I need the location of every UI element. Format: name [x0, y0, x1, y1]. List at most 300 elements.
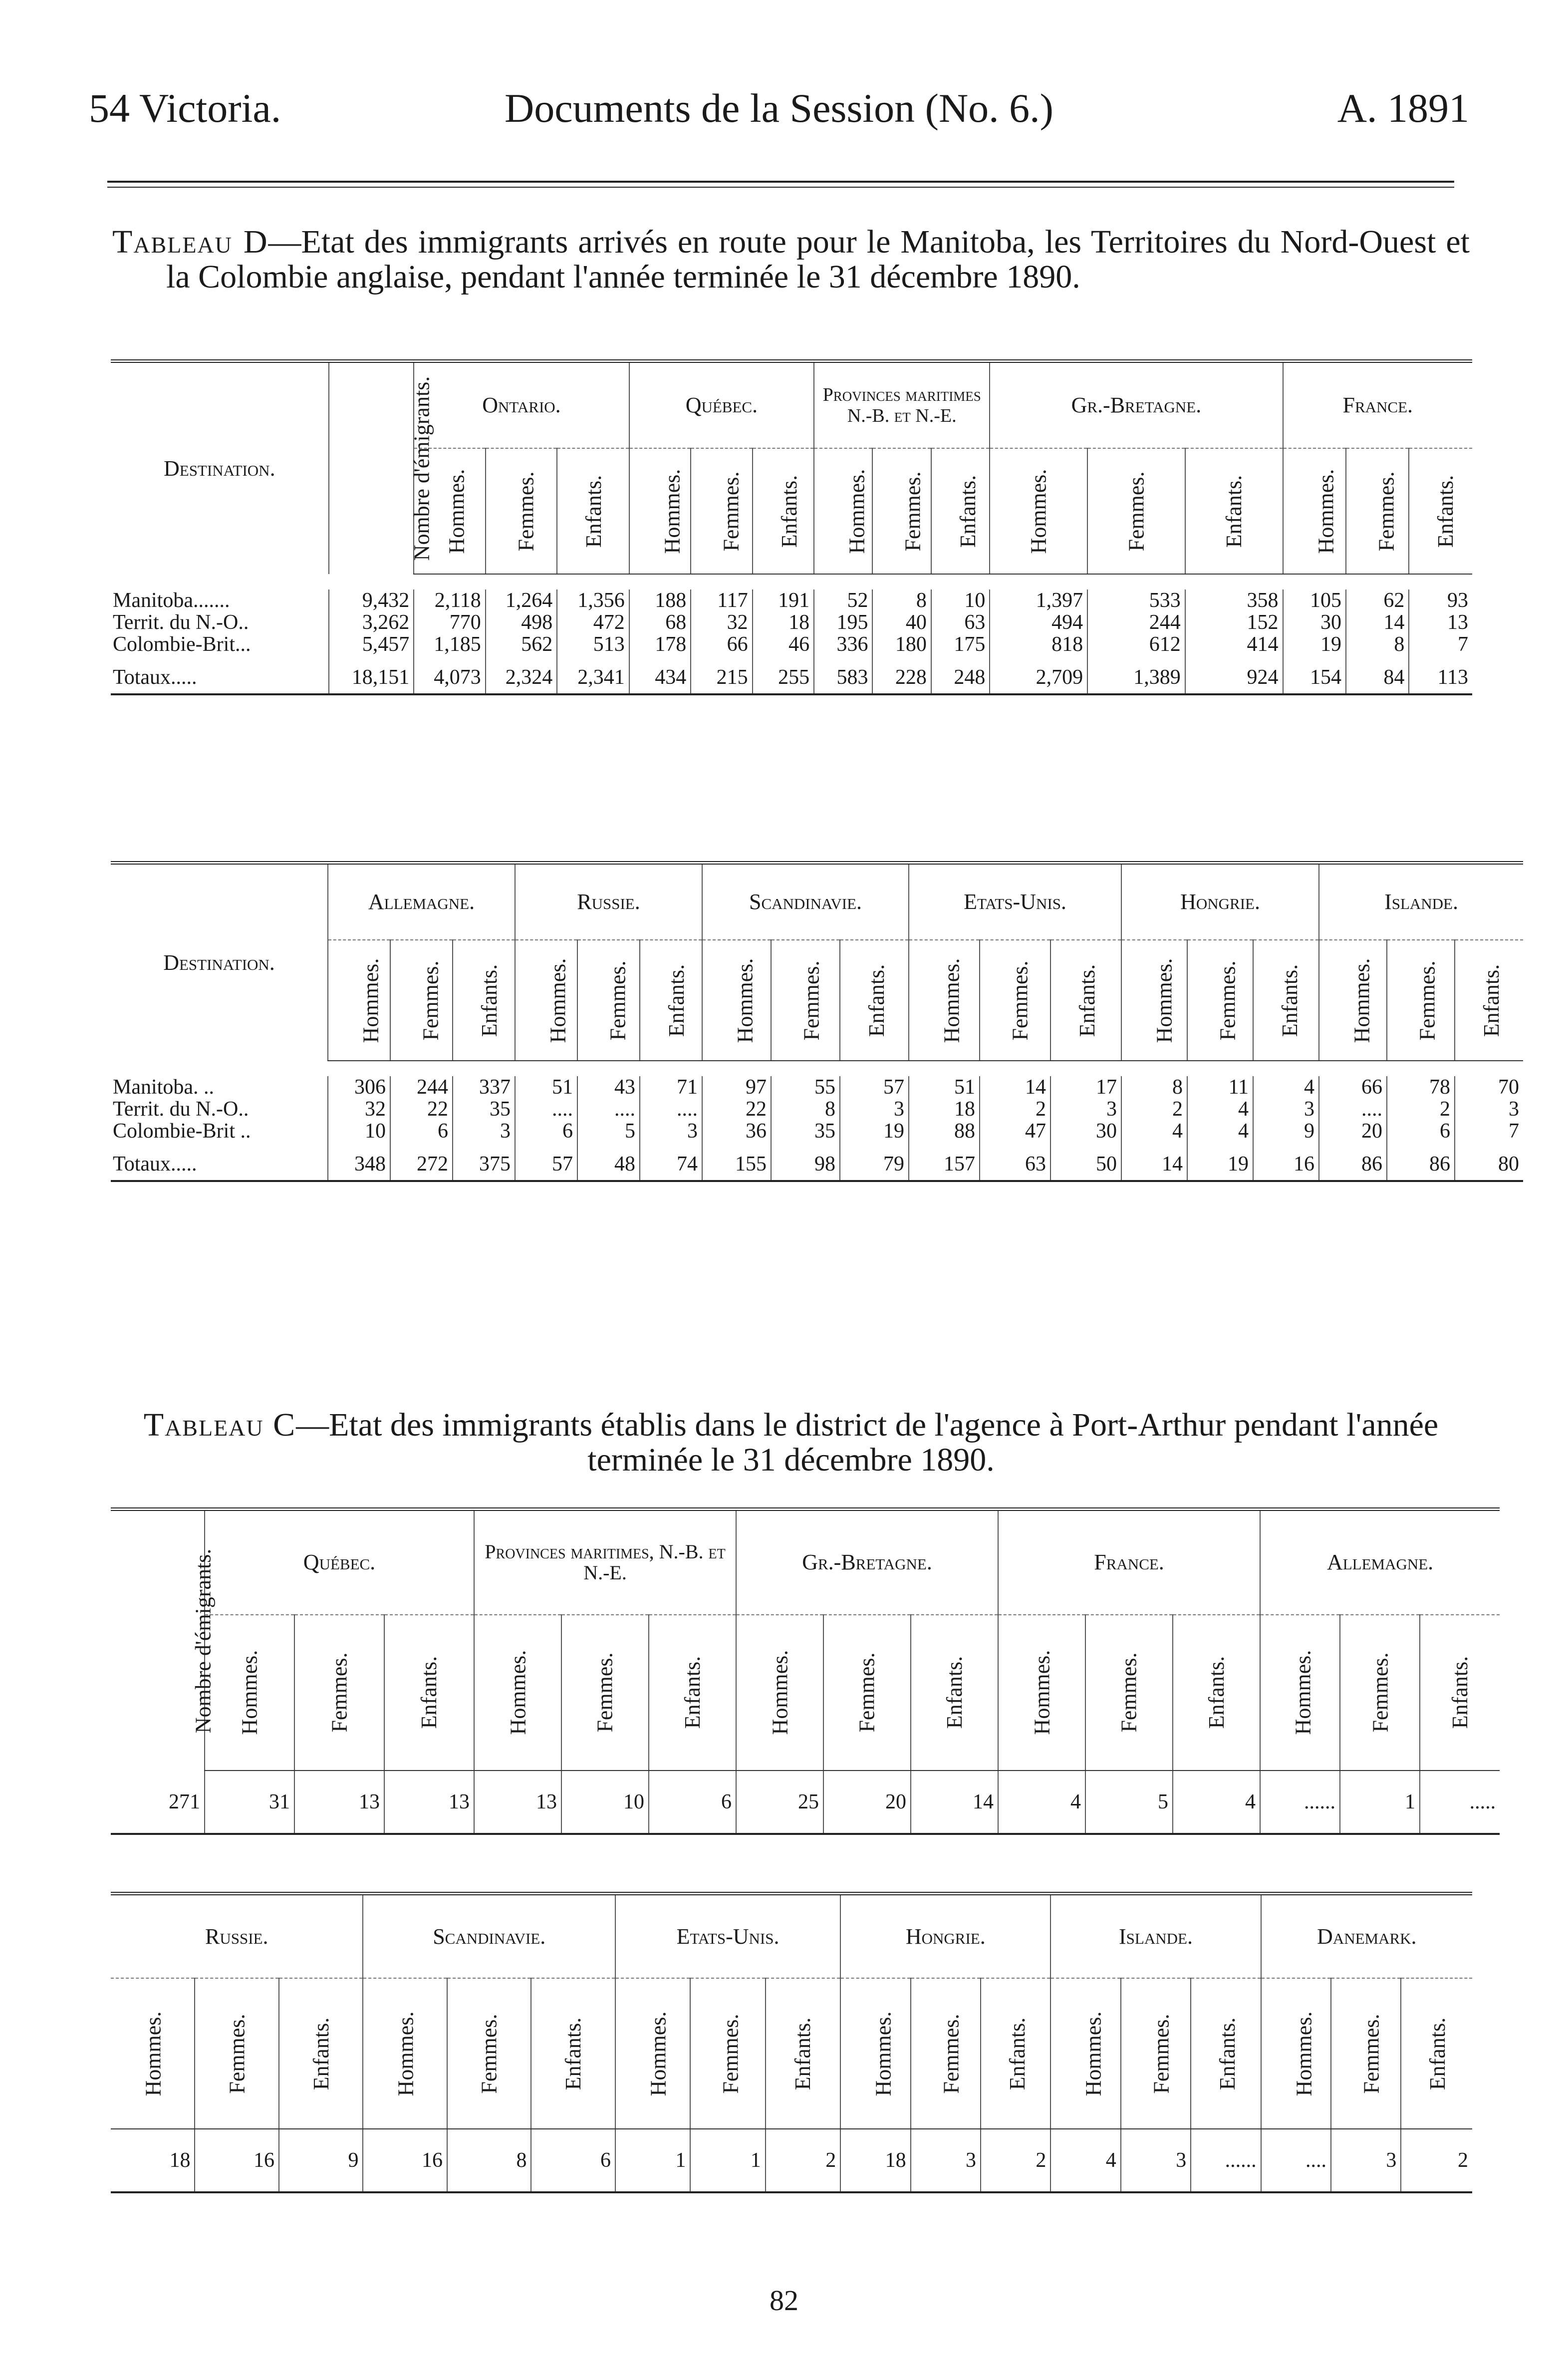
table-cell: 31: [205, 1771, 294, 1834]
table-cell: 16: [1253, 1142, 1319, 1181]
table-cell: 9: [1253, 1120, 1319, 1142]
table-row: [111, 2129, 1472, 2192]
table-cell: 68: [629, 611, 691, 633]
total-row: [111, 1142, 1523, 1181]
subheader-enfants: [1050, 940, 1121, 1061]
subheader-label: Enfants.: [1278, 964, 1303, 1037]
subheader-label: Femmes.: [327, 1652, 352, 1733]
table-cell: ......: [1260, 1771, 1340, 1834]
subheader-hommes: [814, 448, 872, 574]
subheader-femmes: [390, 940, 453, 1061]
table-cell: 5: [577, 1120, 640, 1142]
table-cell: 5,457: [329, 633, 414, 655]
subheader-enfants: [1455, 940, 1523, 1061]
table-row: [111, 1076, 1523, 1098]
table-cell: 191: [753, 590, 814, 611]
row-destination: Colombie-Brit...: [113, 633, 251, 656]
table-row: [111, 1098, 1523, 1120]
table-cell: 93: [1409, 590, 1472, 611]
table-cell: 1: [690, 2129, 765, 2192]
subheader-hommes: [328, 940, 390, 1061]
table-cell: 4,073: [414, 655, 486, 694]
table-cell: ....: [577, 1098, 640, 1120]
subheader-femmes: [690, 1978, 765, 2129]
subheader-enfants: [1409, 448, 1472, 574]
table-cell: 35: [453, 1098, 515, 1120]
table-cell: 271: [111, 1771, 205, 1834]
subheader-hommes: [1050, 1978, 1120, 2129]
table-cell: 13: [1409, 611, 1472, 633]
subheader-femmes: [771, 940, 840, 1061]
subheader-label: Hommes.: [1026, 469, 1051, 554]
subheader-label: Enfants.: [561, 2017, 586, 2090]
tableau-d-table-1: [111, 359, 1472, 695]
subheader-label: Enfants.: [864, 964, 889, 1037]
table-cell: 13: [474, 1771, 561, 1834]
subheader-label: Hommes.: [768, 1650, 792, 1735]
table-cell: 306: [328, 1076, 390, 1098]
group-c-provinces-maritimes: Provinces maritimes, N.-B. et N.-E.: [474, 1509, 736, 1615]
table-cell: 434: [629, 655, 691, 694]
table-cell: 4: [1173, 1771, 1260, 1834]
subheader-enfants: [279, 1978, 363, 2129]
subheader-label: Femmes.: [718, 2013, 743, 2094]
destination-header: Destination.: [111, 361, 329, 575]
tableau-d-label: Tableau D: [112, 224, 268, 260]
subheader-enfants: [531, 1978, 615, 2129]
subheader-enfants: [981, 1978, 1050, 2129]
group-france: France.: [1283, 361, 1473, 449]
subheader-femmes: [1187, 940, 1253, 1061]
table-cell: 4: [1187, 1098, 1253, 1120]
table-cell: 52: [814, 590, 872, 611]
subheader-label: Hommes.: [1292, 2011, 1316, 2096]
table-cell: 2: [981, 2129, 1050, 2192]
subheader-label: Femmes.: [1008, 960, 1033, 1041]
group-c-france: France.: [998, 1509, 1260, 1615]
table-cell: 498: [486, 611, 557, 633]
subheader-hommes: [998, 1615, 1085, 1771]
table-cell: 50: [1050, 1142, 1121, 1181]
subheader-label: Enfants.: [1222, 475, 1247, 548]
subheader-label: Enfants.: [1075, 964, 1100, 1037]
subheader-femmes: [486, 448, 557, 574]
table-cell: 155: [702, 1142, 771, 1181]
table-cell: 51: [515, 1076, 577, 1098]
group-c-islande: Islande.: [1050, 1894, 1261, 1979]
subheader-hommes: [1121, 940, 1187, 1061]
table-cell: 86: [1319, 1142, 1387, 1181]
table-cell: 48: [577, 1142, 640, 1181]
subheader-enfants: [931, 448, 990, 574]
subheader-enfants: [911, 1615, 998, 1771]
table-cell: 66: [1319, 1076, 1387, 1098]
subheader-enfants: [840, 940, 909, 1061]
table-cell: 47: [980, 1120, 1050, 1142]
subheader-hommes: [1319, 940, 1387, 1061]
group-islande: Islande.: [1319, 863, 1523, 940]
subheader-enfants: [1420, 1615, 1500, 1771]
table-cell: 1: [1340, 1771, 1420, 1834]
table-cell: 228: [872, 655, 931, 694]
page-number: 82: [770, 2284, 798, 2317]
group-c-danemark: Danemark.: [1261, 1894, 1472, 1979]
table-cell: 113: [1409, 655, 1472, 694]
table-cell: 14: [1121, 1142, 1187, 1181]
table-cell: 3: [453, 1120, 515, 1142]
table-cell: 2: [1387, 1098, 1455, 1120]
table-cell: 74: [640, 1142, 702, 1181]
subheader-hommes: [363, 1978, 447, 2129]
subheader-femmes: [294, 1615, 384, 1771]
tableau-c-table-1: [111, 1507, 1500, 1835]
subheader-hommes: [515, 940, 577, 1061]
table-cell: 22: [390, 1098, 453, 1120]
table-cell: 10: [561, 1771, 649, 1834]
table-cell: 5: [1085, 1771, 1173, 1834]
subheader-label: Femmes.: [1359, 2013, 1384, 2094]
subheader-femmes: [1387, 940, 1455, 1061]
subheader-label: Femmes.: [592, 1652, 617, 1733]
subheader-label: Femmes.: [901, 471, 926, 552]
subheader-femmes: [1121, 1978, 1191, 2129]
subheader-hommes: [474, 1615, 561, 1771]
subheader-label: Hommes.: [141, 2011, 166, 2096]
table-cell: ....: [1261, 2129, 1331, 2192]
table-cell: 583: [814, 655, 872, 694]
subheader-label: Enfants.: [956, 475, 981, 548]
subheader-label: Enfants.: [1215, 2017, 1240, 2090]
table-cell: 513: [557, 633, 629, 655]
table-cell: 79: [840, 1142, 909, 1181]
header-year: A. 1891: [1337, 85, 1469, 131]
table-cell: ....: [515, 1098, 577, 1120]
table-cell: 8: [1346, 633, 1409, 655]
header-session: 54 Victoria.: [89, 85, 281, 131]
subheader-label: Enfants.: [581, 475, 606, 548]
table-row: [111, 1771, 1500, 1834]
table-cell: 157: [909, 1142, 980, 1181]
table-cell: ......: [1191, 2129, 1261, 2192]
table-cell: 18,151: [329, 655, 414, 694]
subheader-label: Hommes.: [444, 469, 469, 554]
table-cell: 10: [931, 590, 990, 611]
subheader-label: Femmes.: [1215, 960, 1240, 1041]
table-cell: 1,389: [1087, 655, 1185, 694]
table-cell: 562: [486, 633, 557, 655]
table-cell: 472: [557, 611, 629, 633]
tableau-d-caption: [112, 225, 1470, 295]
table-cell: 4: [1121, 1120, 1187, 1142]
table-cell: 57: [515, 1142, 577, 1181]
group-c-etats-unis: Etats-Unis.: [615, 1894, 840, 1979]
table-cell: .....: [1420, 1771, 1500, 1834]
group-c-scandinavie: Scandinavie.: [363, 1894, 615, 1979]
subheader-hommes: [1260, 1615, 1340, 1771]
table-cell: 71: [640, 1076, 702, 1098]
subheader-label: Femmes.: [719, 471, 744, 552]
subheader-label: Enfants.: [664, 964, 689, 1037]
subheader-enfants: [640, 940, 702, 1061]
table-cell: 188: [629, 590, 691, 611]
subheader-label: Hommes.: [1030, 1650, 1054, 1735]
subheader-label: Hommes.: [237, 1650, 262, 1735]
table-cell: 8: [872, 590, 931, 611]
tableau-c-table-2: [111, 1892, 1472, 2193]
row-destination: Territ. du N.-O..: [113, 611, 249, 634]
table-cell: 35: [771, 1120, 840, 1142]
table-cell: ....: [1319, 1098, 1387, 1120]
table-cell: 348: [328, 1142, 390, 1181]
subheader-label: Femmes.: [1415, 960, 1440, 1041]
tableau-d-table-2: [111, 861, 1523, 1182]
table-cell: 1,264: [486, 590, 557, 611]
subheader-label: Hommes.: [646, 2011, 671, 2096]
subheader-label: Hommes.: [939, 958, 964, 1043]
subheader-label: Femmes.: [1117, 1652, 1142, 1733]
table-cell: 19: [1187, 1142, 1253, 1181]
table-cell: 7: [1455, 1120, 1523, 1142]
subheader-femmes: [1085, 1615, 1173, 1771]
subheader-label: Hommes.: [505, 1650, 530, 1735]
group-gr-bretagne: Gr.-Bretagne.: [990, 361, 1283, 449]
table-cell: ....: [640, 1098, 702, 1120]
subheader-label: Enfants.: [308, 2017, 333, 2090]
subheader-label: Hommes.: [1152, 958, 1177, 1043]
subheader-label: Enfants.: [680, 1656, 705, 1729]
subheader-hommes: [111, 1978, 195, 2129]
table-cell: 336: [814, 633, 872, 655]
table-cell: 612: [1087, 633, 1185, 655]
subheader-label: Femmes.: [605, 960, 630, 1041]
subheader-label: Femmes.: [1368, 1652, 1393, 1733]
subheader-femmes: [980, 940, 1050, 1061]
subheader-label: Enfants.: [1448, 1656, 1473, 1729]
table-cell: 4: [998, 1771, 1085, 1834]
table-cell: 70: [1455, 1076, 1523, 1098]
row-destination: Territ. du N.-O..: [113, 1098, 249, 1121]
subheader-label: Femmes.: [225, 2013, 250, 2094]
table-cell: 6: [1387, 1120, 1455, 1142]
row-destination: Colombie-Brit ..: [113, 1120, 251, 1143]
table-cell: 255: [753, 655, 814, 694]
subheader-femmes: [1346, 448, 1409, 574]
group-c-hongrie: Hongrie.: [840, 1894, 1050, 1979]
table-cell: 18: [111, 2129, 195, 2192]
subheader-enfants: [753, 448, 814, 574]
table-cell: 25: [736, 1771, 823, 1834]
table-cell: 2,118: [414, 590, 486, 611]
table-row: [111, 633, 1472, 655]
table-cell: 175: [931, 633, 990, 655]
table-cell: 414: [1185, 633, 1283, 655]
subheader-hommes: [909, 940, 980, 1061]
table-cell: 51: [909, 1076, 980, 1098]
subheader-femmes: [823, 1615, 911, 1771]
subheader-hommes: [1283, 448, 1346, 574]
table-cell: 36: [702, 1120, 771, 1142]
subheader-enfants: [1185, 448, 1283, 574]
subheader-femmes: [561, 1615, 649, 1771]
subheader-label: Hommes.: [1291, 1650, 1315, 1735]
table-cell: 4: [1050, 2129, 1120, 2192]
group-allemagne: Allemagne.: [328, 863, 515, 940]
subheader-label: Enfants.: [417, 1656, 442, 1729]
group-hongrie: Hongrie.: [1121, 863, 1319, 940]
group-provinces-maritimes: Provinces maritimes N.-B. et N.-E.: [814, 361, 990, 449]
table-cell: 180: [872, 633, 931, 655]
table-cell: 117: [691, 590, 752, 611]
table-cell: 154: [1283, 655, 1346, 694]
table-cell: 9,432: [329, 590, 414, 611]
group-russie: Russie.: [515, 863, 702, 940]
tableau-d-title: —Etat des immigrants arrivés en route pour le Manitoba, les Territoires du Nord-Ouest et la Colombie anglaise, pendant l'année terminée le 31 décembre 1890.: [166, 224, 1470, 295]
subheader-femmes: [577, 940, 640, 1061]
table-cell: 14: [980, 1076, 1050, 1098]
table-cell: 16: [363, 2129, 447, 2192]
table-cell: 19: [1283, 633, 1346, 655]
table-row: [111, 1120, 1523, 1142]
group-c-russie: Russie.: [111, 1894, 363, 1979]
subheader-label: Femmes.: [477, 2013, 502, 2094]
table-cell: 9: [279, 2129, 363, 2192]
group-etats-unis: Etats-Unis.: [909, 863, 1121, 940]
subheader-label: Hommes.: [393, 2011, 418, 2096]
table-cell: 30: [1283, 611, 1346, 633]
table-cell: 244: [390, 1076, 453, 1098]
table-cell: 248: [931, 655, 990, 694]
table-cell: 3: [640, 1120, 702, 1142]
table-cell: 3: [1331, 2129, 1401, 2192]
subheader-label: Hommes.: [733, 958, 758, 1043]
table-cell: 57: [840, 1076, 909, 1098]
subheader-label: Enfants.: [1425, 2017, 1450, 2090]
table-cell: 18: [909, 1098, 980, 1120]
subheader-label: Hommes.: [1349, 958, 1374, 1043]
table-cell: 98: [771, 1142, 840, 1181]
group-scandinavie: Scandinavie.: [702, 863, 909, 940]
table-cell: 11: [1187, 1076, 1253, 1098]
table-cell: 63: [980, 1142, 1050, 1181]
subheader-enfants: [1401, 1978, 1472, 2129]
subheader-label: Hommes.: [660, 469, 685, 554]
table-cell: 6: [531, 2129, 615, 2192]
subheader-hommes: [615, 1978, 690, 2129]
subheader-label: Femmes.: [1149, 2013, 1174, 2094]
table-cell: 17: [1050, 1076, 1121, 1098]
table-cell: 272: [390, 1142, 453, 1181]
table-cell: 62: [1346, 590, 1409, 611]
table-cell: 8: [771, 1098, 840, 1120]
subheader-femmes: [1087, 448, 1185, 574]
table-cell: 2: [1121, 1098, 1187, 1120]
table-row: [111, 611, 1472, 633]
total-row: [111, 655, 1472, 694]
table-cell: 2,709: [990, 655, 1087, 694]
subheader-label: Enfants.: [1204, 1656, 1229, 1729]
table-cell: 152: [1185, 611, 1283, 633]
table-cell: 3: [1050, 1098, 1121, 1120]
subheader-label: Enfants.: [1479, 964, 1504, 1037]
table-cell: 13: [294, 1771, 384, 1834]
subheader-label: Femmes.: [1124, 471, 1149, 552]
table-cell: 19: [840, 1120, 909, 1142]
table-cell: 7: [1409, 633, 1472, 655]
table-cell: 6: [649, 1771, 736, 1834]
subheader-hommes: [205, 1615, 294, 1771]
table-cell: 8: [447, 2129, 531, 2192]
group-quebec: Québec.: [629, 361, 814, 449]
table-cell: 3: [1455, 1098, 1523, 1120]
subheader-label: Hommes.: [871, 2011, 896, 2096]
subheader-label: Enfants.: [777, 475, 801, 548]
subheader-label: Hommes.: [844, 469, 869, 554]
table-cell: 40: [872, 611, 931, 633]
subheader-enfants: [649, 1615, 736, 1771]
table-cell: 1,397: [990, 590, 1087, 611]
table-cell: 244: [1087, 611, 1185, 633]
subheader-label: Enfants.: [1005, 2017, 1030, 2090]
table-cell: 86: [1387, 1142, 1455, 1181]
subheader-label: Enfants.: [477, 964, 502, 1037]
table-cell: 337: [453, 1076, 515, 1098]
table-cell: 195: [814, 611, 872, 633]
subheader-label: Femmes.: [855, 1652, 880, 1733]
table-cell: 8: [1121, 1076, 1187, 1098]
subheader-femmes: [872, 448, 931, 574]
table-cell: 770: [414, 611, 486, 633]
table-cell: 97: [702, 1076, 771, 1098]
subheader-label: Femmes.: [939, 2013, 964, 2094]
table-cell: 1,185: [414, 633, 486, 655]
row-destination: Totaux.....: [111, 1142, 328, 1181]
group-c-quebec: Québec.: [205, 1509, 474, 1615]
subheader-hommes: [629, 448, 691, 574]
subheader-label: Hommes.: [358, 958, 383, 1043]
table-cell: 3: [1253, 1098, 1319, 1120]
subheader-label: Hommes.: [1081, 2011, 1106, 2096]
table-cell: 2: [980, 1098, 1050, 1120]
table-cell: 494: [990, 611, 1087, 633]
table-cell: 818: [990, 633, 1087, 655]
subheader-hommes: [990, 448, 1087, 574]
table-cell: 6: [515, 1120, 577, 1142]
group-ontario: Ontario.: [414, 361, 629, 449]
table-cell: 924: [1185, 655, 1283, 694]
table-cell: 3: [911, 2129, 981, 2192]
table-cell: 3,262: [329, 611, 414, 633]
table-cell: 4: [1253, 1076, 1319, 1098]
row-destination: Manitoba.......: [113, 589, 230, 612]
table-cell: 16: [195, 2129, 278, 2192]
table-cell: 375: [453, 1142, 515, 1181]
subheader-femmes: [195, 1978, 278, 2129]
subheader-hommes: [736, 1615, 823, 1771]
subheader-label: Femmes.: [1374, 471, 1399, 552]
table-cell: 10: [328, 1120, 390, 1142]
subheader-label: Femmes.: [799, 960, 824, 1041]
group-c-gr-bretagne: Gr.-Bretagne.: [736, 1509, 998, 1615]
table-cell: 78: [1387, 1076, 1455, 1098]
row-destination: Manitoba. ..: [113, 1076, 214, 1099]
subheader-femmes: [1331, 1978, 1401, 2129]
subheader-label: Femmes.: [418, 960, 443, 1041]
table-cell: 14: [1346, 611, 1409, 633]
table-cell: 84: [1346, 655, 1409, 694]
table-cell: 3: [1121, 2129, 1191, 2192]
table-cell: 63: [931, 611, 990, 633]
group-c-allemagne: Allemagne.: [1260, 1509, 1500, 1615]
